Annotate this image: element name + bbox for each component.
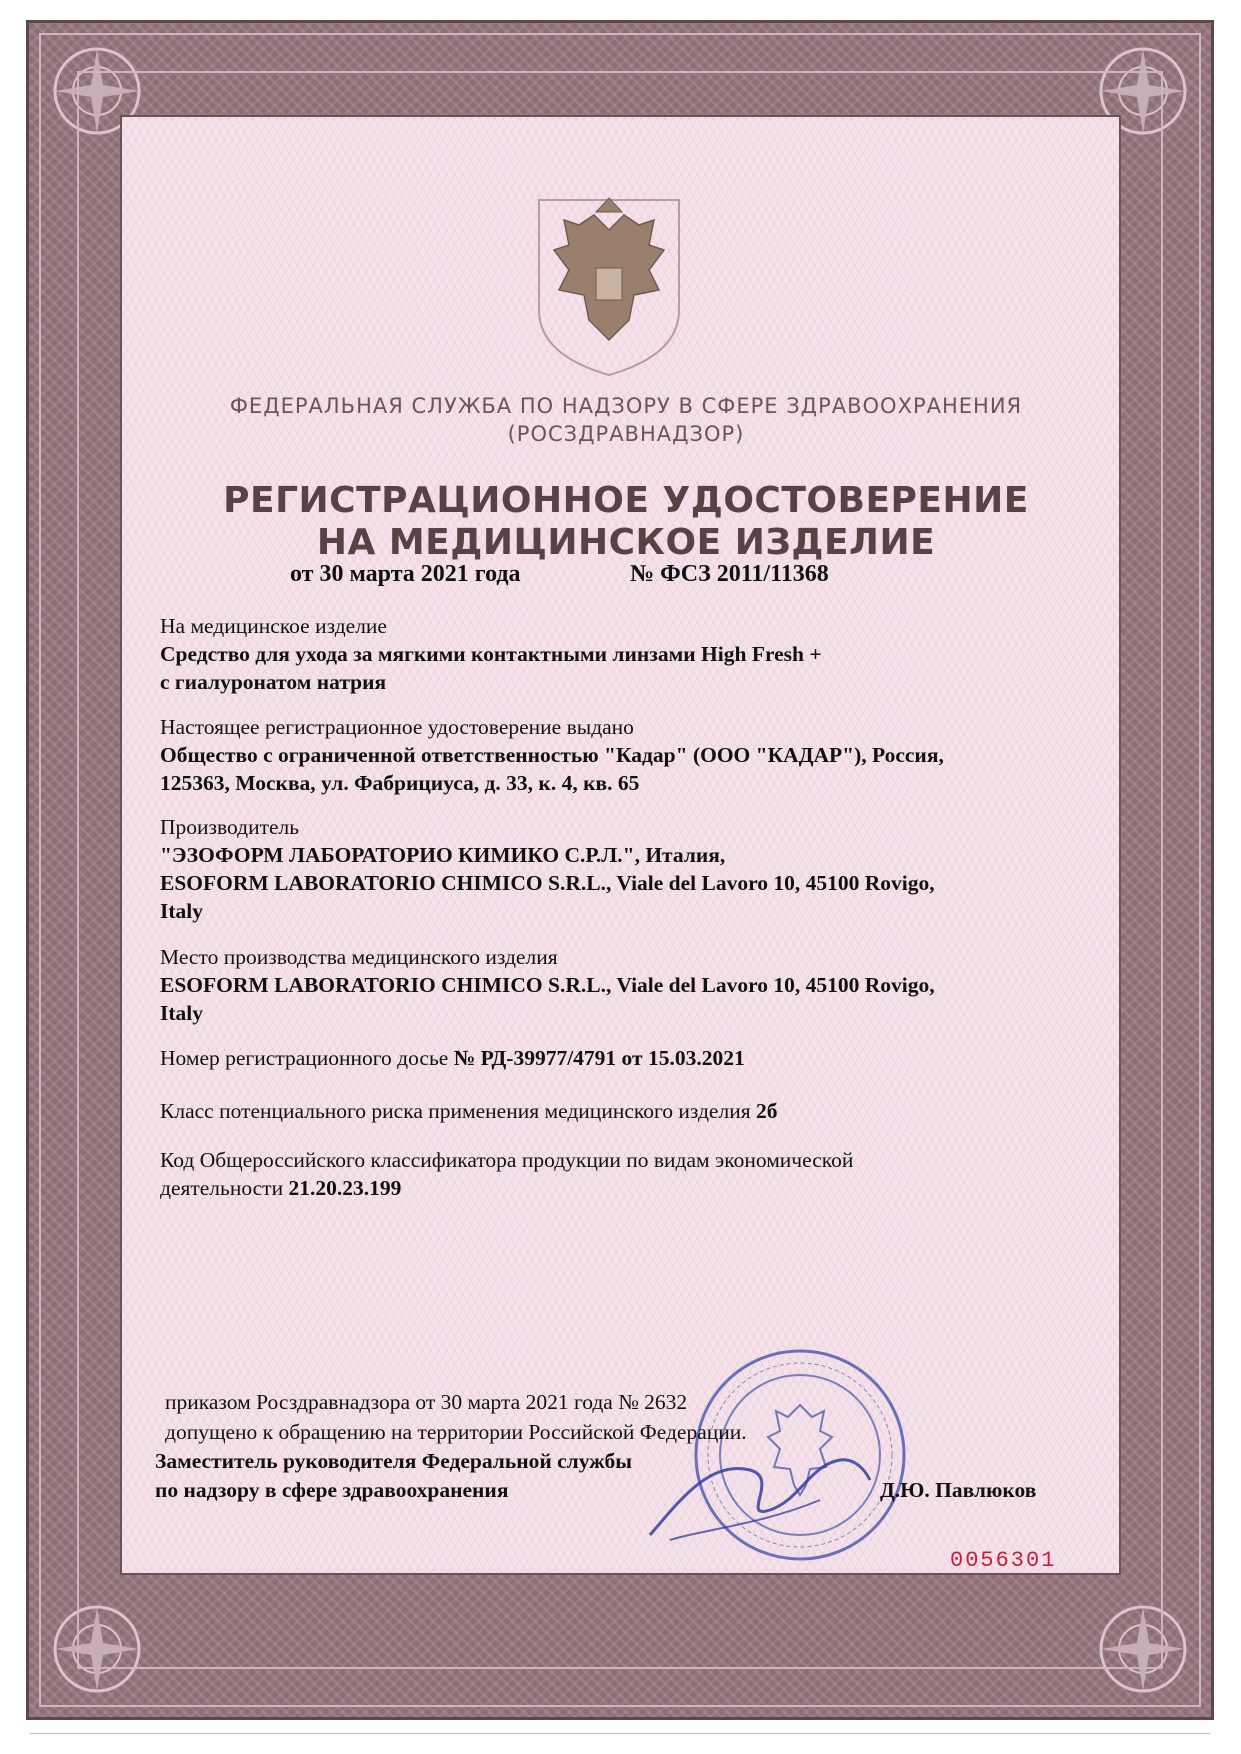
serial-number: 0056301 — [950, 1548, 1057, 1573]
issued-label: Настоящее регистрационное удостоверение выдано — [160, 715, 634, 739]
okpd-label-line2: деятельности — [160, 1176, 289, 1200]
manufacturer-label: Производитель — [160, 815, 300, 839]
issued-to-line1: Общество с ограниченной ответственностью "Кадар" (ООО "КАДАР"), Россия, — [160, 743, 944, 767]
order-line2: допущено к обращению на территории Российской Федерации. — [165, 1420, 747, 1444]
coat-of-arms-icon — [534, 190, 684, 380]
signatory-name: Д.Ю. Павлюков — [880, 1478, 1037, 1502]
corner-ornament-icon — [37, 1589, 157, 1709]
dossier-label: Номер регистрационного досье — [160, 1046, 454, 1070]
manufacturer-line3: Italy — [160, 899, 203, 923]
handwritten-signature-icon — [640, 1440, 880, 1550]
production-site-section — [160, 943, 1090, 1027]
okpd-section — [160, 1146, 1090, 1202]
service-name: ФЕДЕРАЛЬНАЯ СЛУЖБА ПО НАДЗОРУ В СФЕРЕ ЗДРАВООХРАНЕНИЯ — [229, 394, 1023, 418]
okpd-code: 21.20.23.199 — [288, 1176, 402, 1200]
risk-class-value: 2б — [755, 1099, 778, 1123]
service-short-name: (РОСЗДРАВНАДЗОР) — [507, 422, 745, 446]
document-title: РЕГИСТРАЦИОННОЕ УДОСТОВЕРЕНИЕ — [223, 480, 1029, 521]
issued-section — [160, 713, 1090, 797]
corner-ornament-icon — [1083, 1589, 1203, 1709]
signatory-position-line2: по надзору в сфере здравоохранения — [155, 1478, 509, 1502]
production-site-label: Место производства медицинского изделия — [160, 945, 558, 969]
dossier-section — [160, 1044, 1090, 1072]
manufacturer-line1: "ЭЗОФОРМ ЛАБОРАТОРИО КИМИКО С.Р.Л.", Италия, — [160, 843, 726, 867]
scan-edge-line — [30, 1733, 1210, 1734]
device-section — [160, 612, 1090, 696]
okpd-label-line1: Код Общероссийского классификатора продукции по видам экономической — [160, 1148, 854, 1172]
risk-class-label: Класс потенциального риска применения медицинского изделия — [160, 1099, 756, 1123]
issue-date: от 30 марта 2021 года — [290, 561, 521, 587]
dossier-value: № РД-39977/4791 от 15.03.2021 — [453, 1046, 745, 1070]
order-line1: приказом Росздравнадзора от 30 марта 2021 года № 2632 — [165, 1390, 688, 1414]
production-site-line1: ESOFORM LABORATORIO CHIMICO S.R.L., Viale del Lavoro 10, 45100 Rovigo, — [160, 973, 935, 997]
signatory-position-line1: Заместитель руководителя Федеральной службы — [155, 1449, 633, 1473]
risk-class-section — [160, 1097, 1090, 1125]
device-name-line2: с гиалуронатом натрия — [160, 670, 387, 694]
manufacturer-section — [160, 813, 1090, 925]
device-name-line1: Средство для ухода за мягкими контактными линзами High Fresh + — [160, 642, 822, 666]
issued-to-line2: 125363, Москва, ул. Фабрициуса, д. 33, к. 4, кв. 65 — [160, 771, 640, 795]
production-site-line2: Italy — [160, 1001, 203, 1025]
registration-number: № ФСЗ 2011/11368 — [630, 561, 829, 587]
device-label: На медицинское изделие — [160, 614, 387, 638]
manufacturer-line2: ESOFORM LABORATORIO CHIMICO S.R.L., Viale del Lavoro 10, 45100 Rovigo, — [160, 871, 935, 895]
document-subtitle: НА МЕДИЦИНСКОЕ ИЗДЕЛИЕ — [316, 522, 936, 563]
